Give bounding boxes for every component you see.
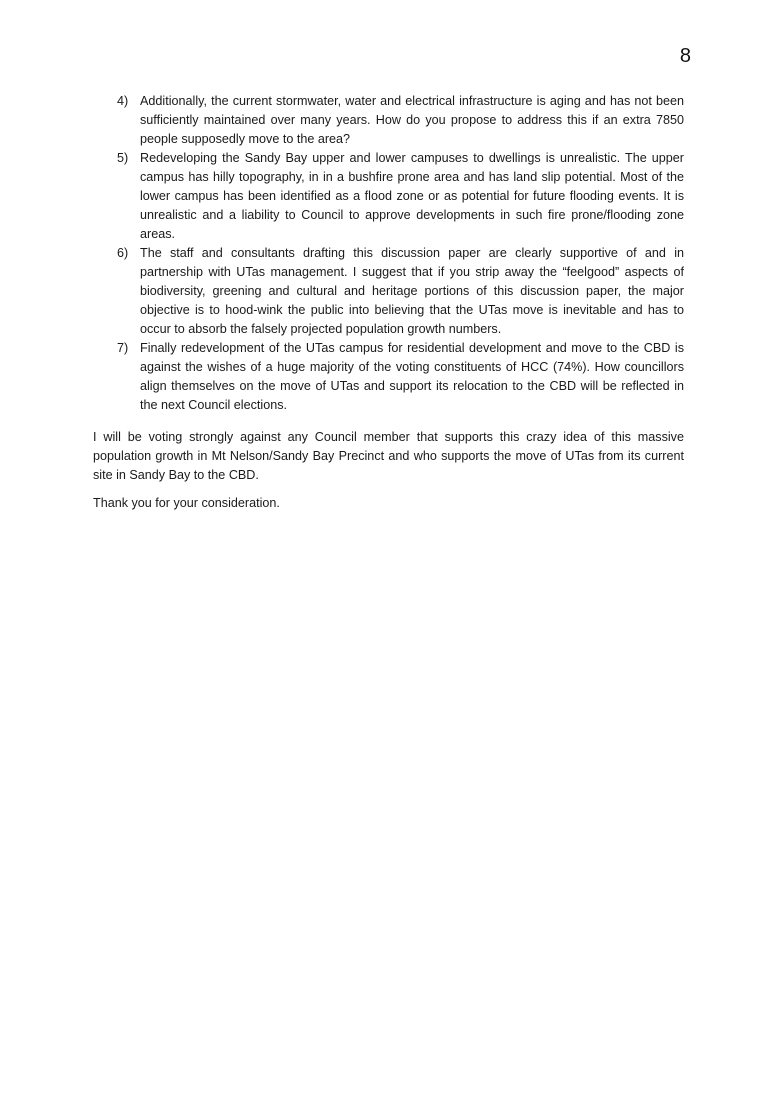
list-item-6 [117,244,684,339]
list-item-4 [117,92,684,149]
page-number: 8 [679,45,691,67]
document-body [93,92,684,513]
list-item-text: The staff and consultants drafting this discussion paper are clearly supportive of and in partnership with UTas management. I suggest that if you strip away the “feelgood” aspects of biodiversity, greening and cultural and heritage portions of this discussion paper, the major objective is to hood-wink the public into believing that the UTas move is inevitable and has to occur to absorb the falsely projected population growth numbers. [140,246,684,336]
list-item-number: 6) [117,246,129,260]
list-item-text: Redeveloping the Sandy Bay upper and lower campuses to dwellings is unrealistic. The upper campus has hilly topography, in in a bushfire prone area and has land slip potential. Most of the lower campus has been identified as a flood zone or as potential for future flooding events. It is unrealistic and a liability to Council to approve developments in such fire prone/flooding zone areas. [140,151,684,241]
list-item-number: 4) [117,94,129,108]
closing-paragraph: Thank you for your consideration. [93,496,280,510]
list-item-5 [117,149,684,244]
list-item-7 [117,339,684,415]
list-item-number: 5) [117,151,129,165]
list-item-number: 7) [117,341,129,355]
numbered-list [93,92,684,415]
list-item-text: Finally redevelopment of the UTas campus for residential development and move to the CBD is against the wishes of a huge majority of the voting constituents of HCC (74%). How councillors align themselves on the move of UTas and support its relocation to the CBD will be reflected in the next Council elections. [140,341,684,412]
voting-paragraph: I will be voting strongly against any Council member that supports this crazy idea of this massive population growth in Mt Nelson/Sandy Bay Precinct and who supports the move of UTas from its current site in Sandy Bay to the CBD. [93,430,684,482]
list-item-text: Additionally, the current stormwater, water and electrical infrastructure is aging and has not been sufficiently maintained over many years. How do you propose to address this if an extra 7850 people supposedly move to the area? [140,94,684,146]
